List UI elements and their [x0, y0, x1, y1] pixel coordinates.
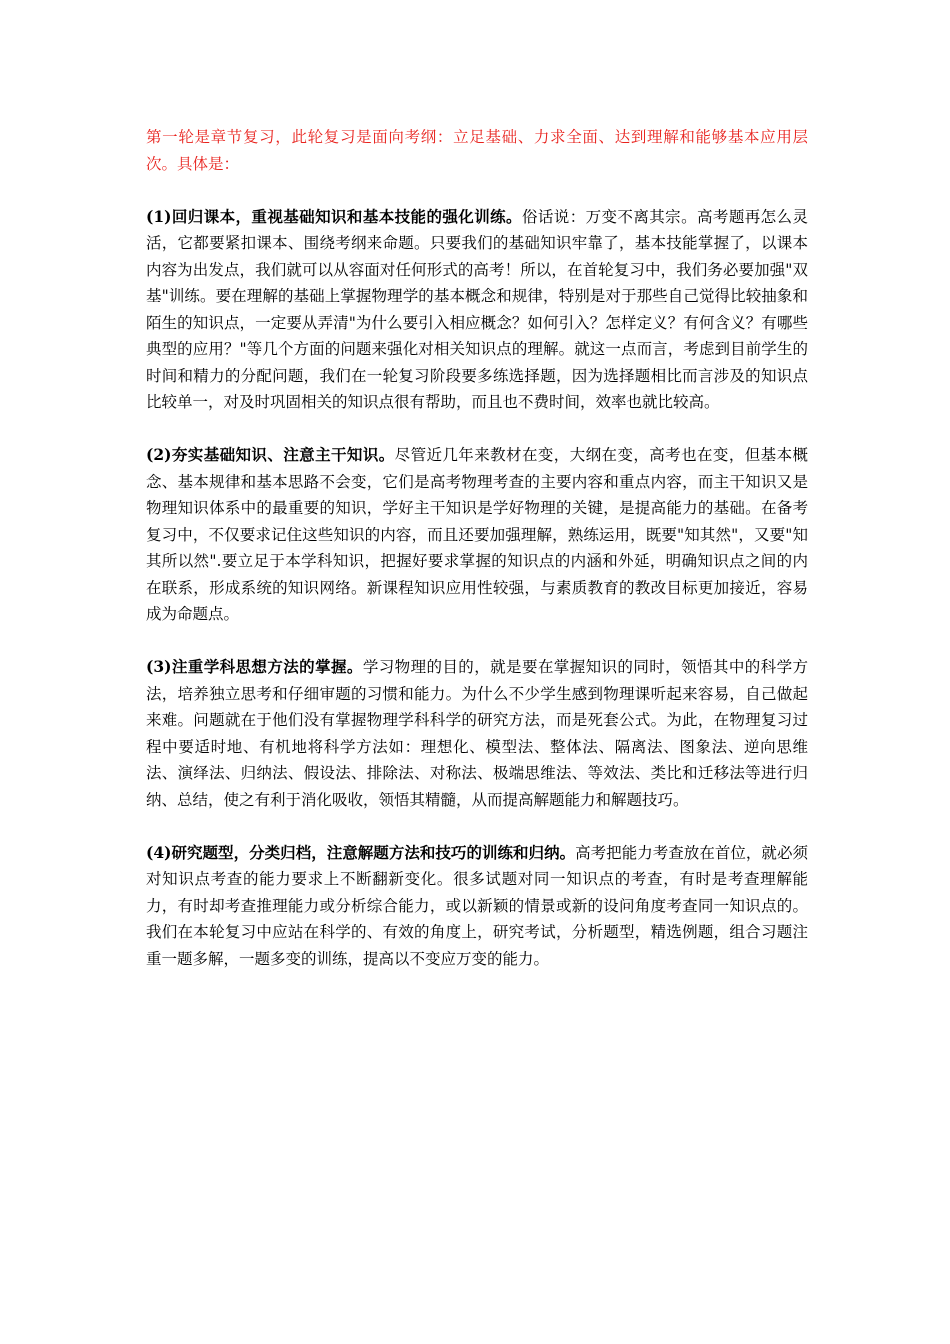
section-4-heading: (4)研究题型，分类归档，注意解题方法和技巧的训练和归纳。	[146, 842, 576, 862]
section-2-paragraph	[146, 442, 808, 628]
section-3-body: 学习物理的目的，就是要在掌握知识的同时，领悟其中的科学方法，培养独立思考和仔细审题的习惯和能力。为什么不少学生感到物理课听起来容易，自己做起来难。问题就在于他们没有掌握物理学科科学的研究方法，而是死套公式。为此，在物理复习过程中要适时地、有机地将科学方法如：理想化、模型法、整体法、隔离法、图象法、逆向思维法、演绎法、归纳法、假设法、排除法、对称法、极端思维法、等效法、类比和迁移法等进行归纳、总结，使之有利于消化吸收，领悟其精髓，从而提高解题能力和解题技巧。	[146, 658, 808, 809]
section-4-body: 高考把能力考查放在首位，就必须对知识点考查的能力要求上不断翻新变化。很多试题对同一知识点的考查，有时是考查理解能力，有时却考查推理能力或分析综合能力，或以新颖的情景或新的设问角度考查同一知识点的。我们在本轮复习中应站在科学的、有效的角度上，研究考试，分析题型，精选例题，组合习题注重一题多解，一题多变的训练，提高以不变应万变的能力。	[146, 843, 808, 968]
section-1-heading: (1)回归课本，重视基础知识和基本技能的强化训练。	[146, 206, 522, 226]
section-3-heading: (3)注重学科思想方法的掌握。	[146, 657, 363, 676]
section-1-body: 俗话说：万变不离其宗。高考题再怎么灵活，它都要紧扣课本、围绕考纲来命题。只要我们的基础知识牢靠了，基本技能掌握了，以课本内容为出发点，我们就可以从容面对任何形式的高考！所以，在首轮复习中，我们务必要加强"双基"训练。要在理解的基础上掌握物理学的基本概念和规律，特别是对于那些自己觉得比较抽象和陌生的知识点，一定要从弄清"为什么要引入相应概念？如何引入？怎样定义？有何含义？有哪些典型的应用？"等几个方面的问题来强化对相关知识点的理解。就这一点而言，考虑到目前学生的时间和精力的分配问题，我们在一轮复习阶段要多练选择题，因为选择题相比而言涉及的知识点比较单一，对及时巩固相关的知识点很有帮助，而且也不费时间，效率也就比较高。	[146, 207, 808, 411]
section-4-paragraph	[146, 840, 808, 973]
section-2-heading: (2)夯实基础知识、注意主干知识。	[146, 445, 395, 464]
intro-paragraph: 第一轮是章节复习，此轮复习是面向考纲：立足基础、力求全面、达到理解和能够基本应用层次。具体是：	[146, 128, 808, 173]
document-page	[146, 124, 808, 999]
section-3-paragraph	[146, 654, 808, 813]
section-2-body: 尽管近几年来教材在变，大纲在变，高考也在变，但基本概念、基本规律和基本思路不会变，它们是高考物理考查的主要内容和重点内容，而主干知识又是物理知识体系中的最重要的知识，学好主干知识是学好物理的关键，是提高能力的基础。在备考复习中，不仅要求记住这些知识的内容，而且还要加强理解，熟练运用，既要"知其然"，又要"知其所以然".要立足于本学科知识，把握好要求掌握的知识点的内涵和外延，明确知识点之间的内在联系，形成系统的知识网络。新课程知识应用性较强，与素质教育的教改目标更加接近，容易成为命题点。	[146, 446, 808, 623]
section-1-paragraph	[146, 204, 808, 416]
